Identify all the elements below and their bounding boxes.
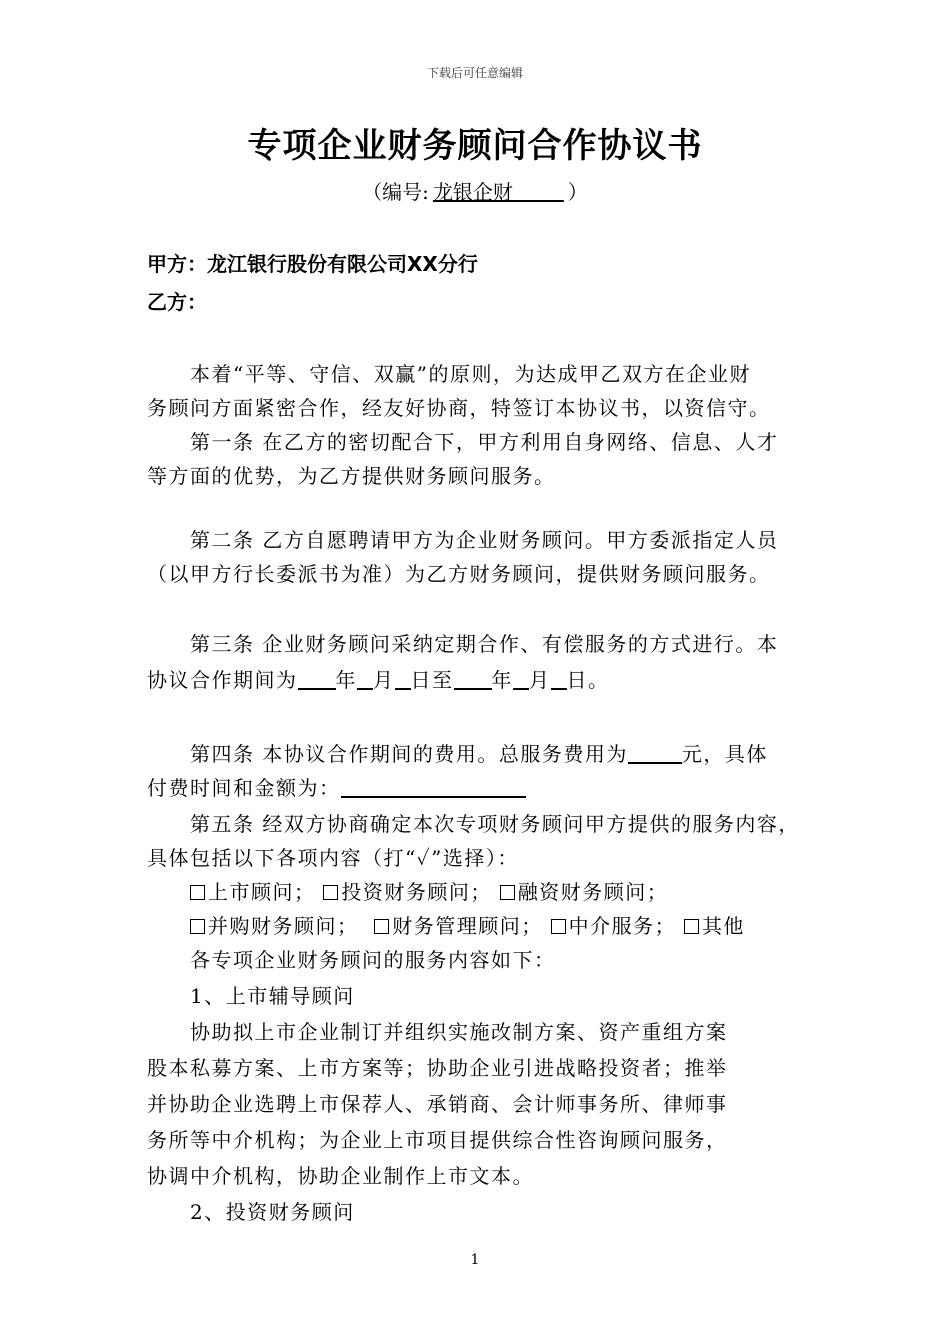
article-4-line-1: 第四条 本协议合作期间的费用。总服务费用为 元，具体: [190, 742, 768, 766]
section-1-line-4: 务所等中介机构；为企业上市项目提供综合性咨询顾问服务，: [147, 1128, 728, 1152]
checkbox-investment-advisor[interactable]: 投资财务顾问；: [323, 880, 492, 904]
section-1-line-3: 并协助企业选聘上市保荐人、承销商、会计师事务所、律师事: [147, 1092, 728, 1116]
service-intro: 各专项企业财务顾问的服务内容如下：: [190, 948, 556, 972]
number-value: 龙银企财: [432, 180, 513, 204]
section-1-line-2: 股本私募方案、上市方案等；协助企业引进战略投资者；推举: [147, 1056, 728, 1080]
party-a: 甲方：龙江银行股份有限公司XX分行: [147, 252, 478, 276]
article-2-line-2: （以甲方行长委派书为准）为乙方财务顾问，提供财务顾问服务。: [147, 562, 771, 586]
header-note: 下载后可任意编辑: [426, 66, 523, 80]
options-row-1: [190, 876, 668, 905]
page-number: 1: [470, 1252, 480, 1268]
section-1-title: 1、上市辅导顾问: [190, 984, 355, 1008]
article-4-line-2: 付费时间和金额为：: [147, 772, 526, 801]
article-2-line-1: 第二条 乙方自愿聘请甲方为企业财务顾问。甲方委派指定人员: [190, 528, 779, 552]
document-number: [0, 176, 950, 205]
checkbox-finance-management-advisor[interactable]: 财务管理顾问；: [374, 914, 543, 938]
section-1-line-1: 协助拟上市企业制订并组织实施改制方案、资产重组方案: [190, 1020, 728, 1044]
checkbox-listing-advisor[interactable]: 上市顾问；: [190, 880, 316, 904]
section-2-title: 2、投资财务顾问: [190, 1200, 355, 1224]
number-open: （编号:: [362, 180, 429, 204]
document-title: 专项企业财务顾问合作协议书: [247, 126, 703, 166]
article-3-line-2: 协议合作期间为 年 月 日至 年 月 日。: [147, 668, 610, 692]
preamble-line-2: 务顾问方面紧密合作，经友好协商，特签订本协议书，以资信守。: [147, 396, 771, 420]
checkbox-financing-advisor[interactable]: 融资财务顾问；: [500, 880, 669, 904]
checkbox-ma-advisor[interactable]: 并购财务顾问；: [190, 914, 359, 938]
options-row-2: [190, 910, 745, 939]
section-1-line-5: 协调中介机构，协助企业制作上市文本。: [147, 1164, 534, 1188]
article-5-line-1: 第五条 经双方协商确定本次专项财务顾问甲方提供的服务内容，: [190, 812, 800, 836]
party-b: 乙方：: [147, 290, 207, 314]
number-close: ）: [567, 180, 588, 204]
article-5-line-2: 具体包括以下各项内容（打“✓”选择）：: [147, 846, 519, 870]
article-1-line-2: 等方面的优势，为乙方提供财务顾问服务。: [147, 464, 556, 488]
checkbox-other[interactable]: 其他: [684, 914, 745, 938]
checkbox-intermediary-service[interactable]: 中介服务；: [551, 914, 677, 938]
article-1-line-1: 第一条 在乙方的密切配合下，甲方利用自身网络、信息、人才: [190, 430, 779, 454]
preamble-line-1: 本着“平等、守信、双赢”的原则，为达成甲乙双方在企业财: [190, 362, 751, 386]
article-3-line-1: 第三条 企业财务顾问采纳定期合作、有偿服务的方式进行。本: [190, 632, 779, 656]
